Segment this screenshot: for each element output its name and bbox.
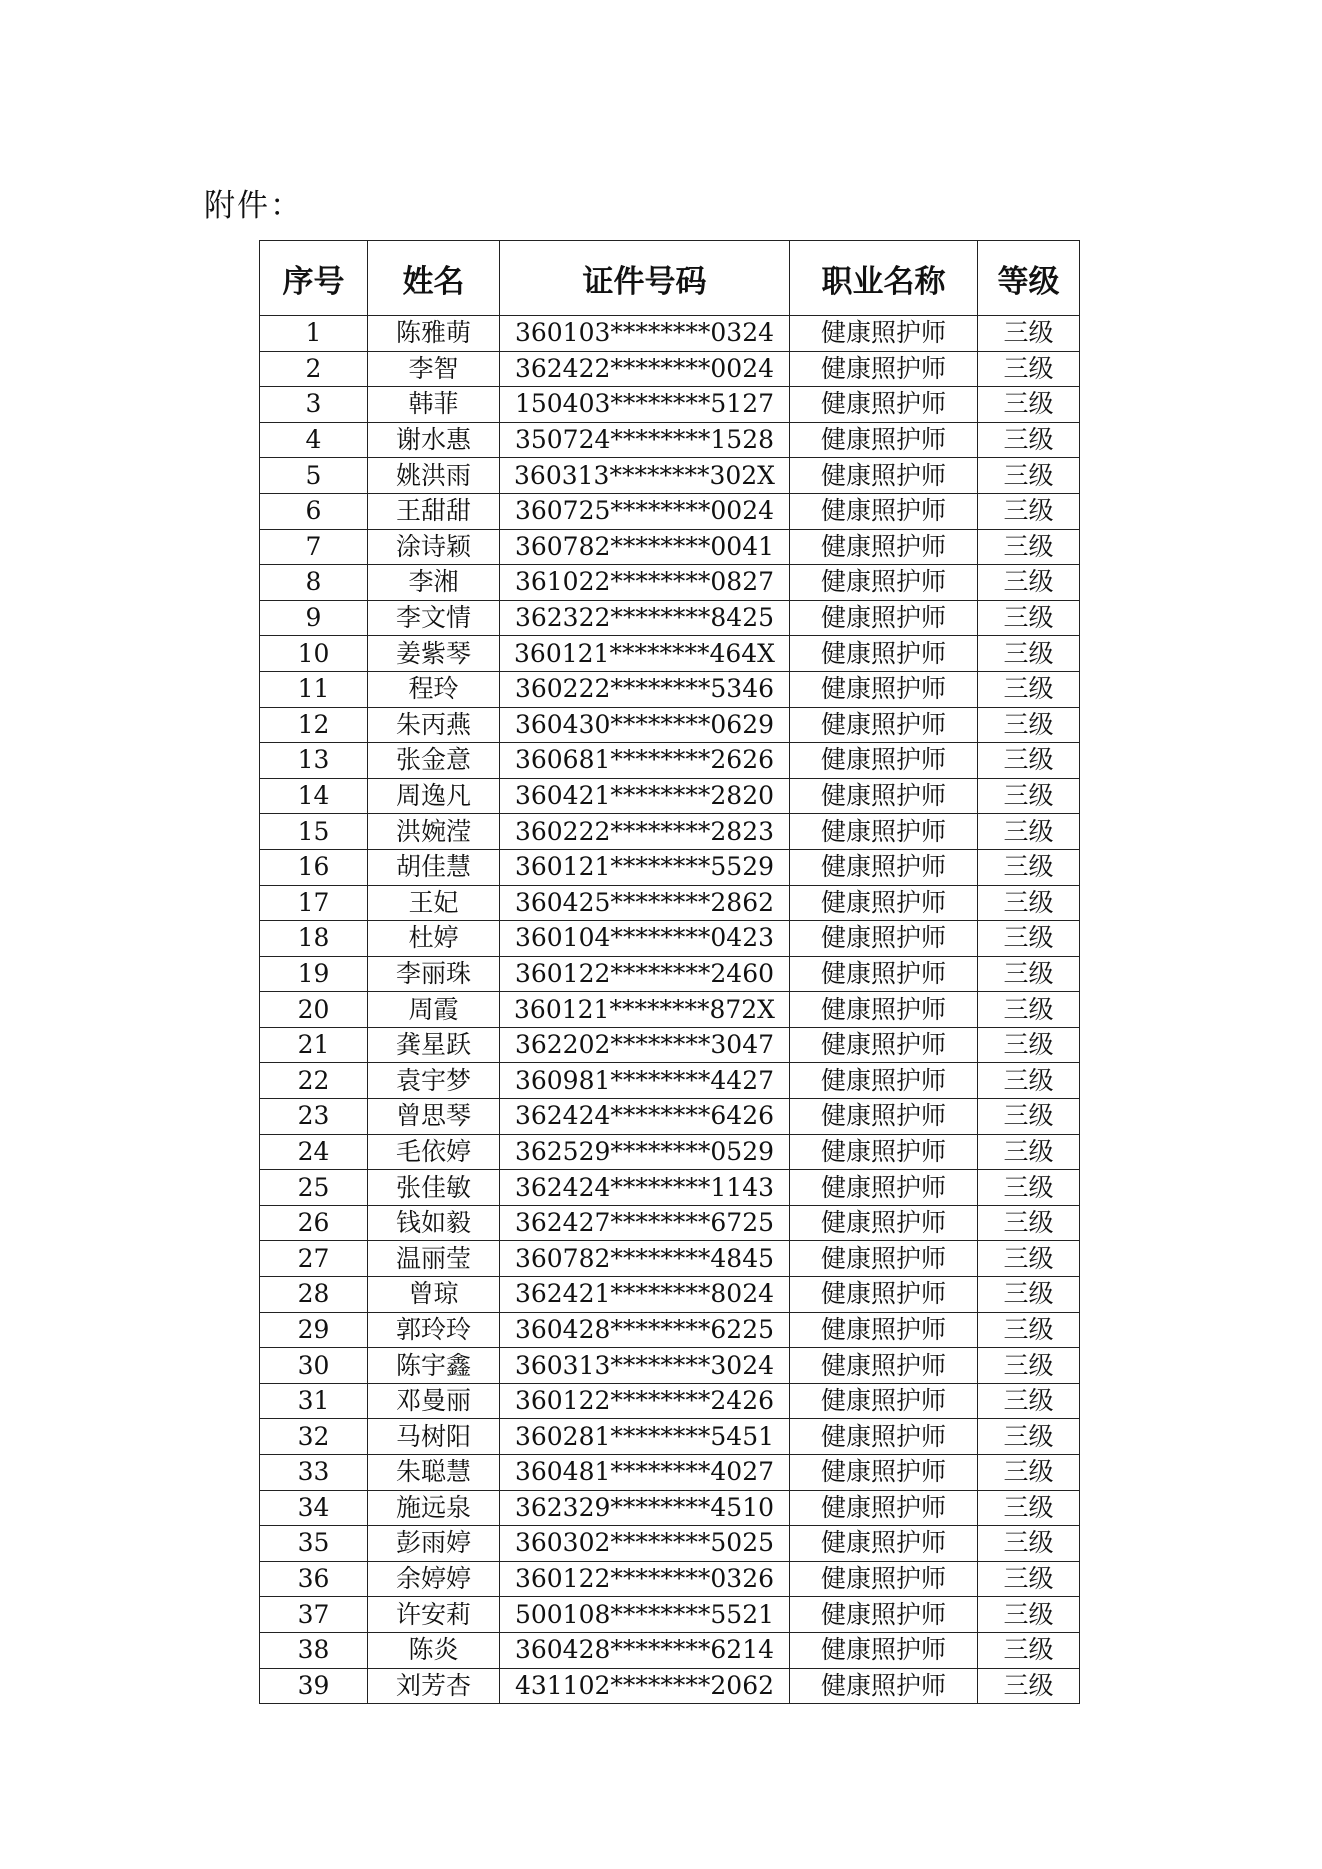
cell-id-number: 360121********5529 — [500, 849, 790, 885]
cell-name: 谢水惠 — [368, 422, 500, 458]
cell-id-number: 362529********0529 — [500, 1134, 790, 1170]
cell-level: 三级 — [978, 1170, 1080, 1206]
table-row — [260, 351, 1080, 387]
cell-seq: 8 — [260, 565, 368, 601]
cell-level: 三级 — [978, 1455, 1080, 1491]
cell-name: 周霞 — [368, 992, 500, 1028]
cell-level: 三级 — [978, 671, 1080, 707]
cell-occupation: 健康照护师 — [790, 636, 978, 672]
cell-name: 邓曼丽 — [368, 1383, 500, 1419]
cell-seq: 27 — [260, 1241, 368, 1277]
cell-id-number: 150403********5127 — [500, 387, 790, 423]
cell-name: 陈炎 — [368, 1632, 500, 1668]
cell-id-number: 360430********0629 — [500, 707, 790, 743]
cell-id-number: 350724********1528 — [500, 422, 790, 458]
cell-name: 余婷婷 — [368, 1561, 500, 1597]
cell-occupation: 健康照护师 — [790, 992, 978, 1028]
cell-level: 三级 — [978, 387, 1080, 423]
header-name: 姓名 — [368, 241, 500, 316]
cell-id-number: 360425********2862 — [500, 885, 790, 921]
cell-occupation: 健康照护师 — [790, 458, 978, 494]
cell-level: 三级 — [978, 885, 1080, 921]
table-row — [260, 671, 1080, 707]
cell-seq: 15 — [260, 814, 368, 850]
table-row — [260, 636, 1080, 672]
cell-name: 毛依婷 — [368, 1134, 500, 1170]
cell-occupation: 健康照护师 — [790, 1205, 978, 1241]
cell-occupation: 健康照护师 — [790, 1099, 978, 1135]
cell-name: 李智 — [368, 351, 500, 387]
cell-id-number: 360782********4845 — [500, 1241, 790, 1277]
cell-seq: 23 — [260, 1099, 368, 1135]
cell-name: 刘芳杏 — [368, 1668, 500, 1704]
cell-id-number: 362322********8425 — [500, 600, 790, 636]
cell-id-number: 362422********0024 — [500, 351, 790, 387]
cell-name: 张佳敏 — [368, 1170, 500, 1206]
cell-name: 曾思琴 — [368, 1099, 500, 1135]
cell-name: 涂诗颖 — [368, 529, 500, 565]
table-row — [260, 1668, 1080, 1704]
cell-occupation: 健康照护师 — [790, 1027, 978, 1063]
table-row — [260, 1099, 1080, 1135]
cell-id-number: 360481********4027 — [500, 1455, 790, 1491]
table-row — [260, 1561, 1080, 1597]
cell-seq: 20 — [260, 992, 368, 1028]
cell-seq: 1 — [260, 316, 368, 352]
roster-table — [259, 240, 1080, 1704]
header-seq: 序号 — [260, 241, 368, 316]
cell-name: 陈雅萌 — [368, 316, 500, 352]
cell-level: 三级 — [978, 529, 1080, 565]
cell-id-number: 362427********6725 — [500, 1205, 790, 1241]
cell-level: 三级 — [978, 316, 1080, 352]
table-row — [260, 1632, 1080, 1668]
cell-seq: 29 — [260, 1312, 368, 1348]
cell-id-number: 360222********5346 — [500, 671, 790, 707]
cell-seq: 37 — [260, 1597, 368, 1633]
table-row — [260, 387, 1080, 423]
cell-id-number: 360428********6214 — [500, 1632, 790, 1668]
table-row — [260, 849, 1080, 885]
cell-level: 三级 — [978, 458, 1080, 494]
table-row — [260, 1419, 1080, 1455]
cell-name: 李湘 — [368, 565, 500, 601]
cell-level: 三级 — [978, 1632, 1080, 1668]
cell-name: 李丽珠 — [368, 956, 500, 992]
cell-level: 三级 — [978, 1241, 1080, 1277]
cell-id-number: 360313********302X — [500, 458, 790, 494]
cell-occupation: 健康照护师 — [790, 814, 978, 850]
cell-name: 曾琼 — [368, 1277, 500, 1313]
table-body — [260, 316, 1080, 1704]
cell-id-number: 500108********5521 — [500, 1597, 790, 1633]
cell-seq: 12 — [260, 707, 368, 743]
cell-level: 三级 — [978, 1027, 1080, 1063]
cell-occupation: 健康照护师 — [790, 1455, 978, 1491]
cell-seq: 36 — [260, 1561, 368, 1597]
cell-occupation: 健康照护师 — [790, 1632, 978, 1668]
cell-seq: 24 — [260, 1134, 368, 1170]
cell-name: 施远泉 — [368, 1490, 500, 1526]
cell-name: 温丽莹 — [368, 1241, 500, 1277]
cell-occupation: 健康照护师 — [790, 1241, 978, 1277]
table-row — [260, 1241, 1080, 1277]
cell-seq: 5 — [260, 458, 368, 494]
cell-id-number: 360121********872X — [500, 992, 790, 1028]
table-row — [260, 1383, 1080, 1419]
cell-id-number: 431102********2062 — [500, 1668, 790, 1704]
cell-occupation: 健康照护师 — [790, 422, 978, 458]
attachment-label: 附件： — [204, 188, 303, 224]
cell-name: 程玲 — [368, 671, 500, 707]
table-row — [260, 1027, 1080, 1063]
table-row — [260, 1526, 1080, 1562]
table-row — [260, 493, 1080, 529]
table-row — [260, 422, 1080, 458]
cell-level: 三级 — [978, 743, 1080, 779]
cell-occupation: 健康照护师 — [790, 1668, 978, 1704]
table-row — [260, 600, 1080, 636]
cell-seq: 22 — [260, 1063, 368, 1099]
cell-name: 朱丙燕 — [368, 707, 500, 743]
table-row — [260, 458, 1080, 494]
table-row — [260, 956, 1080, 992]
cell-level: 三级 — [978, 921, 1080, 957]
cell-level: 三级 — [978, 956, 1080, 992]
cell-occupation: 健康照护师 — [790, 316, 978, 352]
cell-occupation: 健康照护师 — [790, 600, 978, 636]
cell-level: 三级 — [978, 422, 1080, 458]
cell-id-number: 360104********0423 — [500, 921, 790, 957]
cell-occupation: 健康照护师 — [790, 1063, 978, 1099]
cell-occupation: 健康照护师 — [790, 743, 978, 779]
cell-name: 马树阳 — [368, 1419, 500, 1455]
cell-level: 三级 — [978, 1668, 1080, 1704]
table-row — [260, 1170, 1080, 1206]
cell-seq: 21 — [260, 1027, 368, 1063]
cell-occupation: 健康照护师 — [790, 671, 978, 707]
cell-id-number: 360782********0041 — [500, 529, 790, 565]
cell-level: 三级 — [978, 1277, 1080, 1313]
cell-occupation: 健康照护师 — [790, 778, 978, 814]
cell-level: 三级 — [978, 1383, 1080, 1419]
table-row — [260, 1490, 1080, 1526]
cell-occupation: 健康照护师 — [790, 529, 978, 565]
cell-name: 袁宇梦 — [368, 1063, 500, 1099]
cell-seq: 11 — [260, 671, 368, 707]
cell-occupation: 健康照护师 — [790, 1490, 978, 1526]
header-level: 等级 — [978, 241, 1080, 316]
cell-id-number: 362329********4510 — [500, 1490, 790, 1526]
cell-occupation: 健康照护师 — [790, 1277, 978, 1313]
cell-name: 朱聪慧 — [368, 1455, 500, 1491]
cell-id-number: 360222********2823 — [500, 814, 790, 850]
cell-occupation: 健康照护师 — [790, 1170, 978, 1206]
cell-level: 三级 — [978, 1099, 1080, 1135]
cell-name: 郭玲玲 — [368, 1312, 500, 1348]
cell-name: 陈宇鑫 — [368, 1348, 500, 1384]
cell-id-number: 360981********4427 — [500, 1063, 790, 1099]
cell-seq: 10 — [260, 636, 368, 672]
cell-name: 胡佳慧 — [368, 849, 500, 885]
cell-seq: 31 — [260, 1383, 368, 1419]
table-row — [260, 778, 1080, 814]
table-row — [260, 814, 1080, 850]
table-row — [260, 529, 1080, 565]
cell-seq: 18 — [260, 921, 368, 957]
cell-seq: 32 — [260, 1419, 368, 1455]
cell-level: 三级 — [978, 1312, 1080, 1348]
cell-name: 许安莉 — [368, 1597, 500, 1633]
cell-occupation: 健康照护师 — [790, 921, 978, 957]
cell-seq: 3 — [260, 387, 368, 423]
table-row — [260, 743, 1080, 779]
cell-occupation: 健康照护师 — [790, 351, 978, 387]
cell-seq: 30 — [260, 1348, 368, 1384]
table-row — [260, 1277, 1080, 1313]
cell-seq: 7 — [260, 529, 368, 565]
cell-occupation: 健康照护师 — [790, 1526, 978, 1562]
cell-id-number: 360103********0324 — [500, 316, 790, 352]
cell-name: 王甜甜 — [368, 493, 500, 529]
cell-name: 姚洪雨 — [368, 458, 500, 494]
cell-occupation: 健康照护师 — [790, 849, 978, 885]
cell-occupation: 健康照护师 — [790, 1383, 978, 1419]
cell-level: 三级 — [978, 636, 1080, 672]
cell-id-number: 360302********5025 — [500, 1526, 790, 1562]
table-row — [260, 1312, 1080, 1348]
cell-occupation: 健康照护师 — [790, 1561, 978, 1597]
cell-id-number: 360313********3024 — [500, 1348, 790, 1384]
cell-seq: 39 — [260, 1668, 368, 1704]
cell-name: 张金意 — [368, 743, 500, 779]
table-row — [260, 1348, 1080, 1384]
cell-seq: 9 — [260, 600, 368, 636]
cell-name: 钱如毅 — [368, 1205, 500, 1241]
table-row — [260, 565, 1080, 601]
cell-level: 三级 — [978, 1063, 1080, 1099]
cell-id-number: 361022********0827 — [500, 565, 790, 601]
table-row — [260, 316, 1080, 352]
cell-name: 洪婉滢 — [368, 814, 500, 850]
cell-id-number: 360681********2626 — [500, 743, 790, 779]
cell-seq: 13 — [260, 743, 368, 779]
cell-seq: 26 — [260, 1205, 368, 1241]
header-occupation: 职业名称 — [790, 241, 978, 316]
cell-id-number: 360281********5451 — [500, 1419, 790, 1455]
cell-id-number: 360725********0024 — [500, 493, 790, 529]
cell-id-number: 362421********8024 — [500, 1277, 790, 1313]
cell-seq: 6 — [260, 493, 368, 529]
table-row — [260, 885, 1080, 921]
table-row — [260, 1455, 1080, 1491]
cell-occupation: 健康照护师 — [790, 493, 978, 529]
cell-level: 三级 — [978, 1419, 1080, 1455]
cell-seq: 34 — [260, 1490, 368, 1526]
cell-occupation: 健康照护师 — [790, 956, 978, 992]
cell-level: 三级 — [978, 351, 1080, 387]
cell-seq: 19 — [260, 956, 368, 992]
cell-id-number: 360428********6225 — [500, 1312, 790, 1348]
header-id-number: 证件号码 — [500, 241, 790, 316]
table-row — [260, 1597, 1080, 1633]
cell-occupation: 健康照护师 — [790, 1597, 978, 1633]
cell-occupation: 健康照护师 — [790, 1348, 978, 1384]
cell-id-number: 362424********6426 — [500, 1099, 790, 1135]
cell-occupation: 健康照护师 — [790, 565, 978, 601]
cell-seq: 14 — [260, 778, 368, 814]
cell-seq: 35 — [260, 1526, 368, 1562]
cell-name: 韩菲 — [368, 387, 500, 423]
cell-seq: 25 — [260, 1170, 368, 1206]
cell-level: 三级 — [978, 1348, 1080, 1384]
table-row — [260, 921, 1080, 957]
cell-id-number: 360421********2820 — [500, 778, 790, 814]
cell-level: 三级 — [978, 1490, 1080, 1526]
cell-seq: 38 — [260, 1632, 368, 1668]
cell-name: 王妃 — [368, 885, 500, 921]
cell-occupation: 健康照护师 — [790, 885, 978, 921]
cell-name: 周逸凡 — [368, 778, 500, 814]
cell-id-number: 362424********1143 — [500, 1170, 790, 1206]
cell-id-number: 360121********464X — [500, 636, 790, 672]
table-row — [260, 1134, 1080, 1170]
cell-level: 三级 — [978, 565, 1080, 601]
cell-level: 三级 — [978, 814, 1080, 850]
cell-seq: 2 — [260, 351, 368, 387]
cell-name: 龚星跃 — [368, 1027, 500, 1063]
cell-level: 三级 — [978, 778, 1080, 814]
cell-level: 三级 — [978, 849, 1080, 885]
cell-level: 三级 — [978, 1526, 1080, 1562]
cell-level: 三级 — [978, 1597, 1080, 1633]
cell-seq: 17 — [260, 885, 368, 921]
cell-level: 三级 — [978, 707, 1080, 743]
cell-name: 杜婷 — [368, 921, 500, 957]
cell-occupation: 健康照护师 — [790, 387, 978, 423]
cell-id-number: 362202********3047 — [500, 1027, 790, 1063]
cell-name: 彭雨婷 — [368, 1526, 500, 1562]
cell-occupation: 健康照护师 — [790, 1312, 978, 1348]
cell-occupation: 健康照护师 — [790, 707, 978, 743]
cell-level: 三级 — [978, 1134, 1080, 1170]
cell-level: 三级 — [978, 992, 1080, 1028]
cell-level: 三级 — [978, 1561, 1080, 1597]
table-row — [260, 1063, 1080, 1099]
cell-seq: 28 — [260, 1277, 368, 1313]
cell-level: 三级 — [978, 600, 1080, 636]
header-row — [260, 241, 1080, 316]
cell-level: 三级 — [978, 1205, 1080, 1241]
table-row — [260, 992, 1080, 1028]
table-row — [260, 707, 1080, 743]
table-row — [260, 1205, 1080, 1241]
cell-name: 姜紫琴 — [368, 636, 500, 672]
cell-id-number: 360122********2426 — [500, 1383, 790, 1419]
cell-name: 李文情 — [368, 600, 500, 636]
cell-seq: 4 — [260, 422, 368, 458]
cell-seq: 16 — [260, 849, 368, 885]
cell-occupation: 健康照护师 — [790, 1419, 978, 1455]
cell-id-number: 360122********0326 — [500, 1561, 790, 1597]
cell-seq: 33 — [260, 1455, 368, 1491]
cell-level: 三级 — [978, 493, 1080, 529]
cell-occupation: 健康照护师 — [790, 1134, 978, 1170]
cell-id-number: 360122********2460 — [500, 956, 790, 992]
